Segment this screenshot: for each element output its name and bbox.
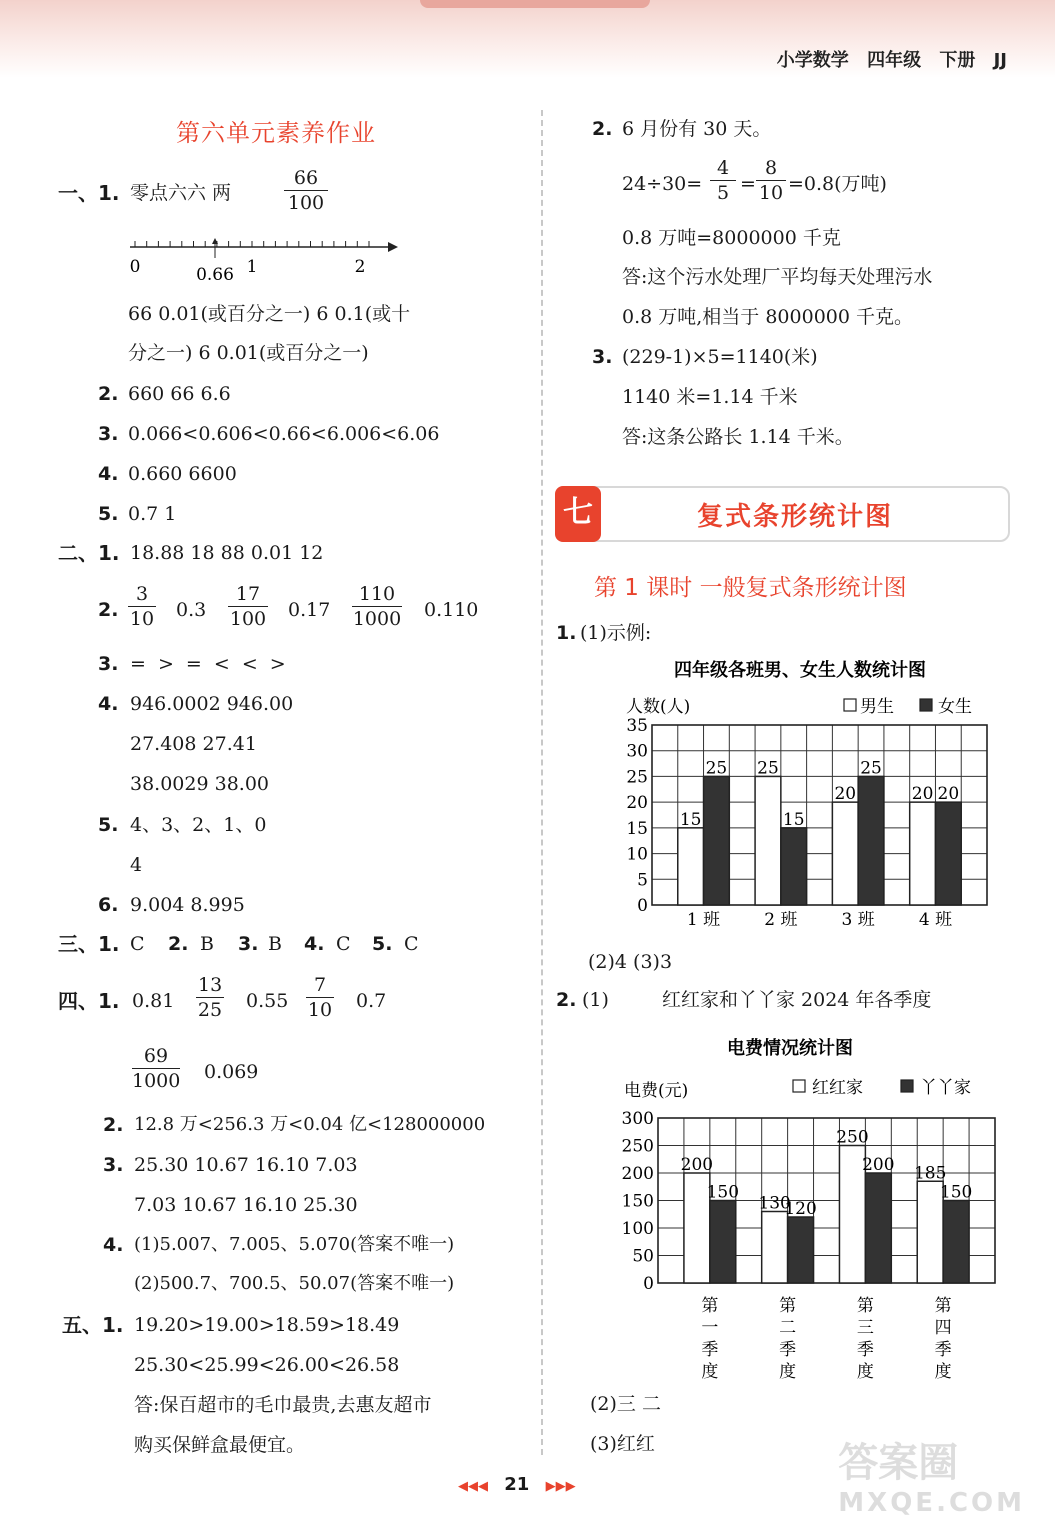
q-num: 2. xyxy=(103,1114,124,1136)
answer-text: C xyxy=(404,933,419,955)
q-num: 5. xyxy=(372,933,393,955)
answer-text: B xyxy=(268,933,282,955)
answer-text: 答:这个污水处理厂平均每天处理污水 xyxy=(622,266,933,288)
q-label: 一、1. xyxy=(58,181,120,205)
q-num: 2. xyxy=(556,989,577,1011)
unit-banner xyxy=(555,486,1010,542)
page-number: ◀◀◀ 21 ▶▶▶ xyxy=(458,1474,576,1495)
watermark: 答案圈 MXQE.COM xyxy=(838,1440,1025,1518)
answer-text: 946.0002 946.00 xyxy=(130,693,294,715)
bar-value-label: 200 xyxy=(862,1155,895,1175)
q-num: 3. xyxy=(238,933,259,955)
q-num: 2. xyxy=(168,933,189,955)
q-num: 3. xyxy=(592,346,613,368)
answer-text: = xyxy=(740,173,756,195)
x-tick-label: 一 xyxy=(701,1318,719,1338)
y-tick-label: 250 xyxy=(621,1136,654,1157)
bar-丫丫家-第三季度 xyxy=(865,1173,891,1283)
bar-男生-4 班 xyxy=(910,802,936,905)
bar-chart-class xyxy=(580,652,1020,934)
answer-text: 19.20>19.00>18.59>18.49 xyxy=(134,1314,400,1336)
q-num: 3. xyxy=(98,653,119,675)
numberline-label: 2 xyxy=(354,257,366,277)
legend-swatch-girls xyxy=(920,699,932,711)
legend-label: 男生 xyxy=(860,697,894,717)
y-tick-label: 10 xyxy=(626,844,648,865)
answer-text: (2)4 (3)3 xyxy=(588,951,673,973)
answer-text: 0.660 6600 xyxy=(128,463,237,485)
y-tick-label: 0 xyxy=(637,896,648,916)
bar-value-label: 185 xyxy=(913,1163,947,1184)
bar-value-label: 20 xyxy=(834,784,857,805)
answer-text: 4 xyxy=(130,854,143,876)
answer-text: 0.17 xyxy=(288,599,331,621)
bar-value-label: 25 xyxy=(705,758,728,779)
answer-text: 0.8 万吨,相当于 8000000 千克。 xyxy=(622,306,913,328)
book-header: 小学数学 四年级 下册 JJ xyxy=(776,50,1007,71)
bar-男生-1 班 xyxy=(678,828,704,905)
q-num: 4. xyxy=(304,933,325,955)
fraction: $\frac{7}{10}$ xyxy=(307,974,333,1021)
x-tick-label: 度 xyxy=(856,1362,874,1380)
answer-text: 18.88 18 88 0.01 12 xyxy=(130,542,324,564)
fraction: $\frac{66}{100}$ xyxy=(284,166,328,215)
answer-text: 0.8 万吨=8000000 千克 xyxy=(622,227,841,249)
q-num: 3. xyxy=(103,1154,124,1176)
fraction: $\frac{69}{1000}$ xyxy=(132,1045,181,1092)
x-tick-label: 度 xyxy=(701,1362,719,1380)
answer-text: 38.0029 38.00 xyxy=(130,773,270,795)
bar-丫丫家-第一季度 xyxy=(710,1201,736,1284)
x-tick-label: 季 xyxy=(779,1340,797,1360)
q-num: 1. xyxy=(556,622,577,644)
x-tick-label: 三 xyxy=(856,1318,874,1338)
x-tick-label: 二 xyxy=(779,1318,797,1338)
bar-红红家-第二季度 xyxy=(762,1212,788,1284)
header-tab xyxy=(420,0,650,8)
x-tick-label: 第 xyxy=(779,1296,797,1316)
legend-label: 红红家 xyxy=(812,1078,863,1098)
chart-title: 四年级各班男、女生人数统计图 xyxy=(674,660,926,681)
bar-男生-2 班 xyxy=(755,776,781,905)
y-tick-label: 20 xyxy=(626,793,648,814)
answer-text: 0.3 xyxy=(176,599,207,621)
bar-value-label: 25 xyxy=(860,758,882,779)
y-tick-label: 15 xyxy=(626,818,648,839)
x-tick-label: 度 xyxy=(934,1362,952,1380)
bar-value-label: 25 xyxy=(757,758,779,779)
bar-女生-1 班 xyxy=(704,776,730,905)
bar-丫丫家-第四季度 xyxy=(943,1201,969,1284)
answer-text: 零点六六 两 xyxy=(130,182,232,204)
answer-text: 27.408 27.41 xyxy=(130,733,257,755)
answer-text: 购买保鲜盒最便宜。 xyxy=(134,1434,306,1456)
bar-value-label: 15 xyxy=(782,809,805,830)
q-label: 四、1. xyxy=(58,989,120,1013)
answer-text: 7.03 10.67 16.10 25.30 xyxy=(134,1194,358,1216)
answer-text: (2)三 二 xyxy=(590,1393,661,1415)
q-num: 5. xyxy=(98,503,119,525)
y-tick-label: 30 xyxy=(626,741,648,762)
answer-text: 25.30<25.99<26.00<26.58 xyxy=(134,1354,400,1376)
x-tick-label: 季 xyxy=(701,1340,719,1360)
bar-女生-3 班 xyxy=(858,776,884,905)
legend-swatch-boys xyxy=(844,699,856,711)
y-axis-label: 人数(人) xyxy=(626,697,691,717)
answer-text: (229-1)×5=1140(米) xyxy=(622,346,818,368)
fraction: $\frac{110}{1000}$ xyxy=(352,583,402,630)
answer-text: 24÷30= xyxy=(622,173,703,195)
answer-text: 0.110 xyxy=(424,599,479,621)
y-tick-label: 50 xyxy=(632,1246,654,1267)
legend-swatch-honghong xyxy=(793,1080,805,1092)
bar-丫丫家-第二季度 xyxy=(788,1217,814,1283)
bar-value-label: 150 xyxy=(939,1182,973,1203)
answer-text: 答:这条公路长 1.14 千米。 xyxy=(622,426,854,448)
y-tick-label: 0 xyxy=(643,1274,654,1294)
bar-女生-2 班 xyxy=(781,828,807,905)
y-axis-label: 电费(元) xyxy=(624,1081,689,1101)
q-num: 4. xyxy=(98,463,119,485)
x-tick-label: 季 xyxy=(856,1340,874,1360)
legend-swatch-yaya xyxy=(901,1080,913,1092)
x-tick-label: 2 班 xyxy=(764,910,798,930)
bar-女生-4 班 xyxy=(935,802,961,905)
answer-text: 0.81 xyxy=(132,990,175,1012)
q-num: 2. xyxy=(98,599,119,621)
q-label: 五、1. xyxy=(62,1313,124,1337)
answer-text: 答:保百超市的毛巾最贵,去惠友超市 xyxy=(134,1394,432,1416)
bar-value-label: 20 xyxy=(937,784,960,805)
answer-text: (1)5.007、7.005、5.070(答案不唯一) xyxy=(134,1234,455,1255)
x-tick-label: 度 xyxy=(779,1362,797,1380)
lesson-title: 第 1 课时 一般复式条形统计图 xyxy=(594,575,907,601)
x-tick-label: 第 xyxy=(701,1296,719,1316)
q-num: 5. xyxy=(98,814,119,836)
numberline-label: 0.66 xyxy=(196,265,234,285)
answer-text: 0.7 1 xyxy=(128,503,177,525)
q-num: 2. xyxy=(592,118,613,140)
y-tick-label: 25 xyxy=(626,767,648,788)
numberline-label: 1 xyxy=(246,257,258,277)
prev-arrows-icon: ◀◀◀ xyxy=(458,1479,488,1494)
answer-text: 4、3、2、1、0 xyxy=(130,814,267,836)
q-num: 4. xyxy=(98,693,119,715)
answer-text: (1)示例: xyxy=(580,622,652,644)
x-tick-label: 第 xyxy=(856,1296,874,1316)
chart-title: 电费情况统计图 xyxy=(727,1038,853,1059)
bar-value-label: 250 xyxy=(836,1127,869,1148)
column-divider xyxy=(541,110,543,1455)
answer-text: 66 0.01(或百分之一) 6 0.1(或十 xyxy=(128,303,411,325)
q-num: 6. xyxy=(98,894,119,916)
answer-text: 660 66 6.6 xyxy=(128,383,231,405)
answer-text: 12.8 万<256.3 万<0.04 亿<128000000 xyxy=(134,1114,486,1135)
bar-chart-electricity xyxy=(590,1030,1020,1380)
q-label: 三、1. xyxy=(58,932,120,956)
legend-label: 女生 xyxy=(938,697,972,717)
answer-text: C xyxy=(336,933,351,955)
bar-value-label: 20 xyxy=(911,784,934,805)
bar-value-label: 130 xyxy=(758,1193,791,1214)
answer-text: 9.004 8.995 xyxy=(130,894,245,916)
fraction: $\frac{8}{10}$ xyxy=(756,156,786,205)
answer-text: 0.7 xyxy=(356,990,387,1012)
q-num: 2. xyxy=(98,383,119,405)
fraction: $\frac{3}{10}$ xyxy=(129,583,155,630)
answer-text: 6 月份有 30 天。 xyxy=(622,118,772,140)
x-tick-label: 4 班 xyxy=(918,910,953,930)
answer-text: C xyxy=(130,933,145,955)
x-tick-label: 四 xyxy=(934,1318,952,1338)
fraction: $\frac{4}{5}$ xyxy=(710,156,736,205)
x-tick-label: 3 班 xyxy=(841,910,875,930)
unit-number: 七 xyxy=(555,486,601,542)
y-tick-label: 35 xyxy=(626,716,648,736)
answer-text: (3)红红 xyxy=(590,1433,655,1455)
bar-男生-3 班 xyxy=(832,802,858,905)
unit-title: 复式条形统计图 xyxy=(697,502,894,532)
answer-text: =0.8(万吨) xyxy=(788,173,887,195)
bar-value-label: 200 xyxy=(680,1155,714,1175)
answer-text: 1140 米=1.14 千米 xyxy=(622,386,798,408)
answer-text: 0.55 xyxy=(246,990,289,1012)
answer-text: 25.30 10.67 16.10 7.03 xyxy=(134,1154,358,1176)
bar-value-label: 150 xyxy=(706,1182,740,1203)
x-tick-label: 季 xyxy=(934,1340,952,1360)
answer-text: 0.069 xyxy=(204,1061,259,1083)
q-num: 4. xyxy=(103,1234,124,1256)
next-arrows-icon: ▶▶▶ xyxy=(545,1479,576,1494)
x-tick-label: 1 班 xyxy=(686,910,721,930)
answer-text: = > = < < > xyxy=(130,653,286,675)
q-label: 二、1. xyxy=(58,541,120,565)
numberline-label: 0 xyxy=(129,257,141,277)
number-line xyxy=(120,230,400,290)
answer-text: B xyxy=(200,933,214,955)
legend-label: 丫丫家 xyxy=(920,1078,971,1098)
answer-text: 0.066<0.606<0.66<6.006<6.06 xyxy=(128,423,440,445)
section-title: 第六单元素养作业 xyxy=(176,119,376,147)
answer-text: (1) xyxy=(582,989,609,1011)
y-tick-label: 100 xyxy=(621,1219,654,1239)
bar-value-label: 15 xyxy=(679,809,702,830)
y-tick-label: 200 xyxy=(621,1164,654,1184)
y-tick-label: 150 xyxy=(621,1191,654,1212)
fraction: $\frac{13}{25}$ xyxy=(197,974,223,1021)
answer-text: 分之一) 6 0.01(或百分之一) xyxy=(128,342,369,364)
answer-text: (2)500.7、700.5、50.07(答案不唯一) xyxy=(134,1273,455,1294)
q-num: 3. xyxy=(98,423,119,445)
bar-value-label: 120 xyxy=(784,1199,817,1219)
y-tick-label: 5 xyxy=(637,870,648,891)
y-tick-label: 300 xyxy=(621,1109,654,1129)
chart-title-line1: 红红家和丫丫家 2024 年各季度 xyxy=(662,989,932,1011)
x-tick-label: 第 xyxy=(934,1296,952,1316)
fraction: $\frac{17}{100}$ xyxy=(229,583,267,630)
